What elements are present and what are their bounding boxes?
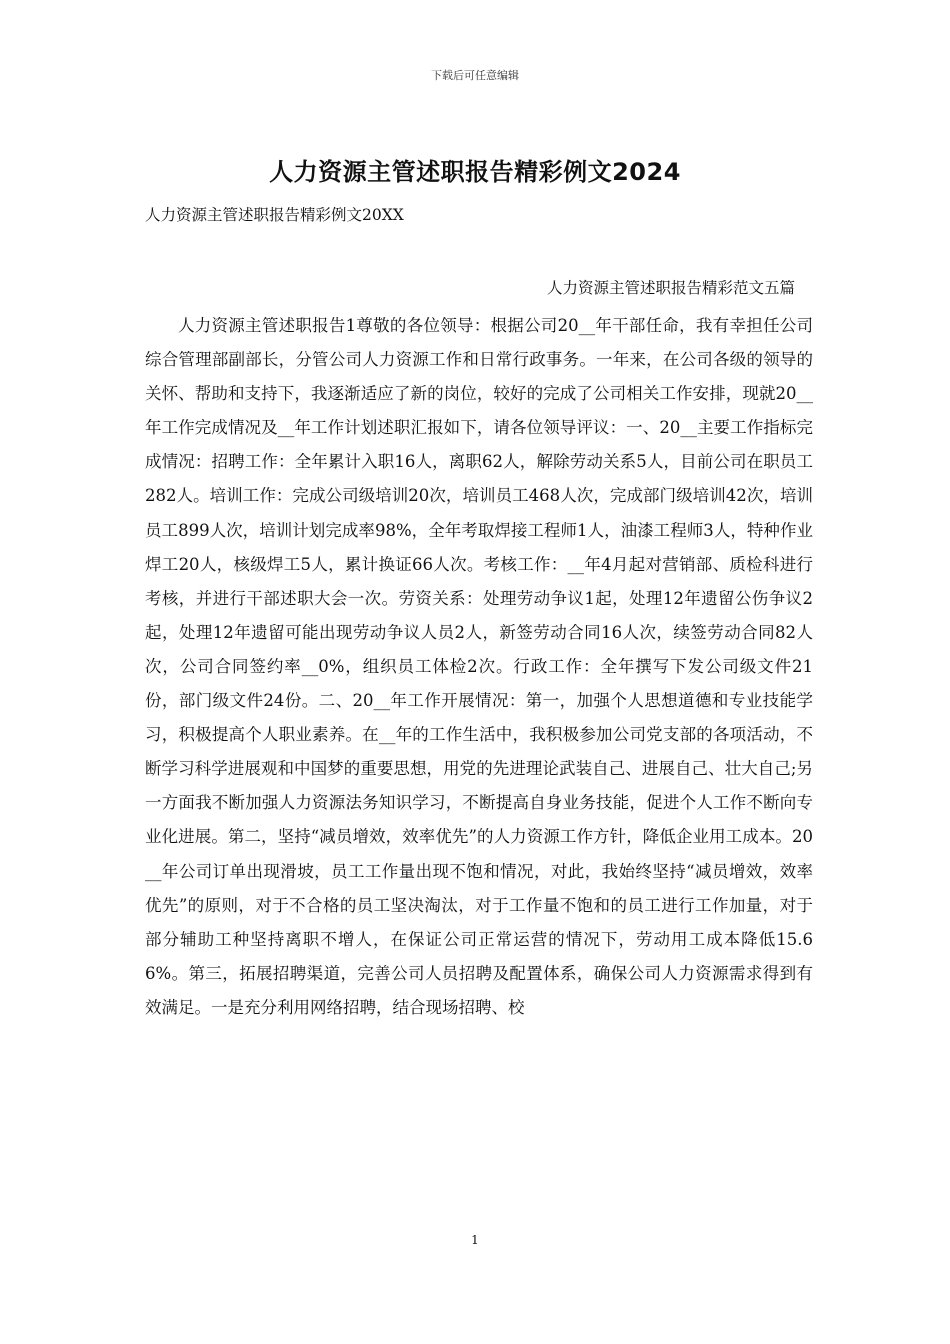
header-note: 下载后可任意编辑 [431, 69, 519, 82]
document-title: 人力资源主管述职报告精彩例文2024 [269, 158, 681, 186]
page-number: 1 [471, 1233, 479, 1247]
body-paragraph: 人力资源主管述职报告1尊敬的各位领导：根据公司20__年干部任命，我有幸担任公司综合管理部副部长，分管公司人力资源工作和日常行政事务。一年来，在公司各级的领导的关怀、帮助和支持下，我逐渐适应了新的岗位，较好的完成了公司相关工作安排，现就20__年工作完成情况及__年工作计划述职汇报如下，请各位领导评议：一、20__主要工作指标完成情况：招聘工作：全年累计入职16人，离职62人，解除劳动关系5人，目前公司在职员工282人。培训工作：完成公司级培训20次，培训员工468人次，完成部门级培训42次，培训员工899人次，培训计划完成率98%，全年考取焊接工程师1人，油漆工程师3人，特种作业焊工20人，核级焊工5人，累计换证66人次。考核工作：__年4月起对营销部、质检科进行考核，并进行干部述职大会一次。劳资关系：处理劳动争议1起，处理12年遗留公伤争议2起，处理12年遗留可能出现劳动争议人员2人，新签劳动合同16人次，续签劳动合同82人次，公司合同签约率__0%，组织员工体检2次。行政工作：全年撰写下发公司级文件21份，部门级文件24份。二、20__年工作开展情况：第一，加强个人思想道德和专业技能学习，积极提高个人职业素养。在__年的工作生活中，我积极参加公司党支部的各项活动，不断学习科学进展观和中国梦的重要思想，用党的先进理论武装自己、进展自己、壮大自己;另一方面我不断加强人力资源法务知识学习，不断提高自身业务技能，促进个人工作不断向专业化进展。第二，坚持“减员增效，效率优先”的人力资源工作方针，降低企业用工成本。20__年公司订单出现滑坡，员工工作量出现不饱和情况，对此，我始终坚持“减员增效，效率优先”的原则，对于不合格的员工坚决淘汰，对于工作量不饱和的员工进行工作加量，对于部分辅助工种坚持离职不增人，在保证公司正常运营的情况下，劳动用工成本降低15.66%。第三，拓展招聘渠道，完善公司人员招聘及配置体系，确保公司人力资源需求得到有效满足。一是充分利用网络招聘，结合现场招聘、校 [145, 316, 813, 1017]
section-heading: 人力资源主管述职报告精彩范文五篇 [546, 279, 795, 297]
document-subtitle: 人力资源主管述职报告精彩例文20XX [145, 206, 404, 224]
